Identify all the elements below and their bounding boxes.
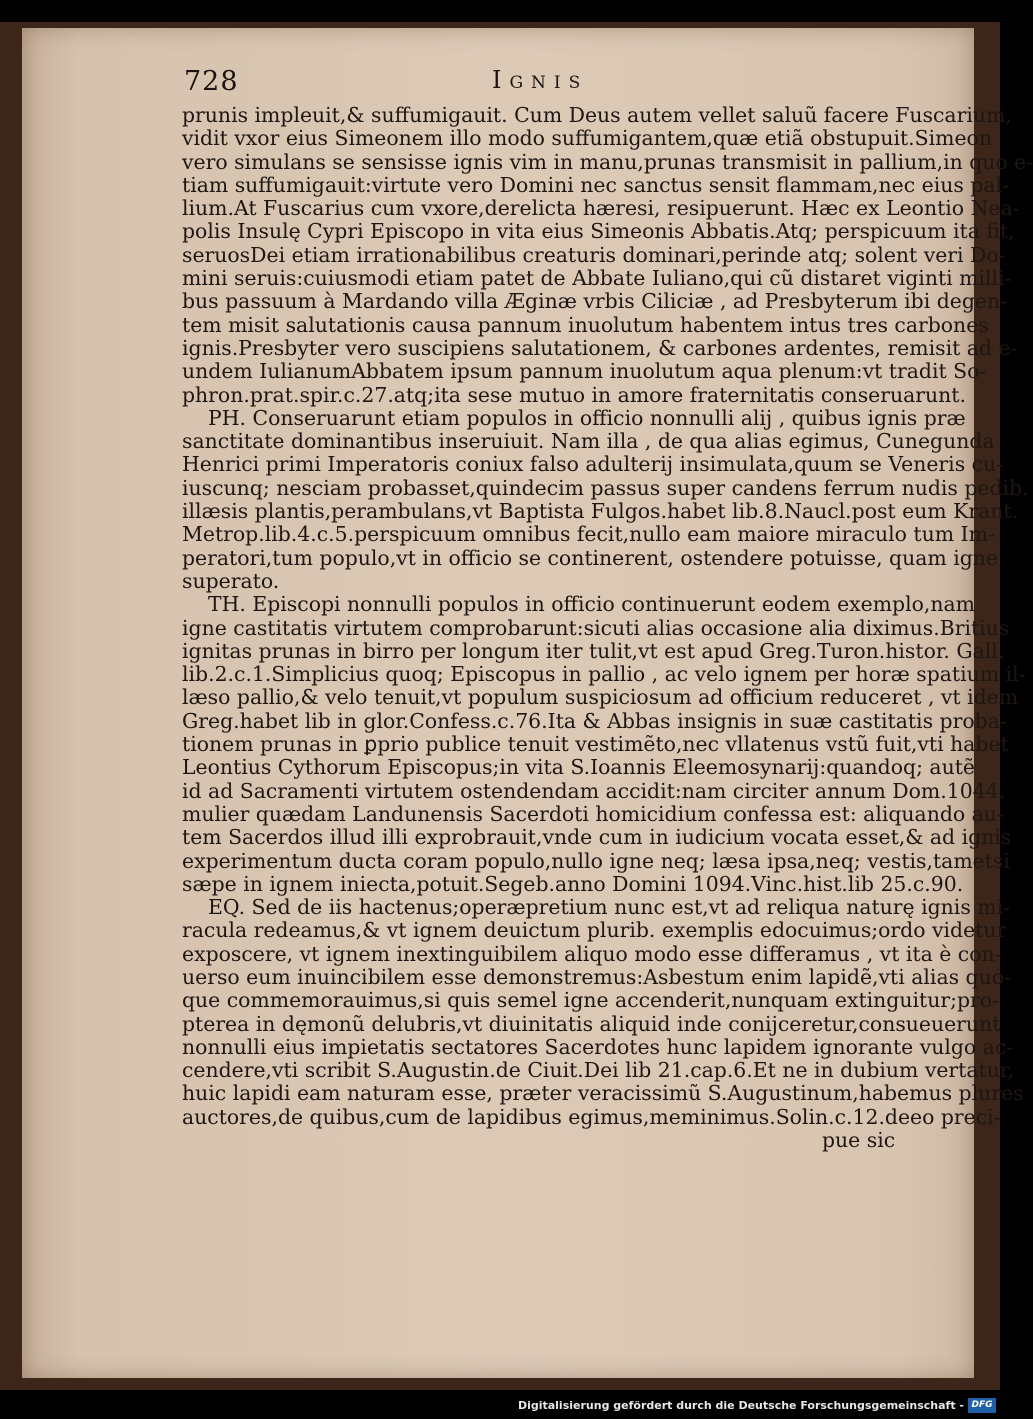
text-line: polis Insulę Cypri Episcopo in vita eius Simeonis Abbatis.Atq; perspicuum ita fit, — [182, 219, 1015, 244]
text-line: lium.At Fuscarius cum vxore,derelicta hæresi, resipuerunt. Hæc ex Leontio Nea- — [182, 196, 1020, 221]
text-line: undem IulianumAbbatem ipsum pannum inuolutum aqua plenum:vt tradit So- — [182, 359, 987, 384]
text-line: tem Sacerdos illud illi exprobrauit,vnde cum in iudicium vocata esset,& ad ignis — [182, 825, 1012, 850]
text-line: tem misit salutationis causa pannum inuolutum habentem intus tres carbones — [182, 312, 989, 337]
text-line: sæpe in ignem iniecta,potuit.Segeb.anno Domini 1094.Vinc.hist.lib 25.c.90. — [182, 871, 964, 896]
digitization-credit: Digitalisierung gefördert durch die Deutsche Forschungsgemeinschaft - — [517, 1399, 964, 1412]
text-line: huic lapidi eam naturam esse, præter veracissimũ S.Augustinum,habemus plures — [182, 1081, 1024, 1106]
text-line: tiam suffumigauit:virtute vero Domini nec sanctus sensit flammam,nec eius pal- — [182, 172, 1009, 197]
text-line: seruosDei etiam irrationabilibus creaturis dominari,perinde atq; solent veri Do- — [182, 242, 1006, 267]
running-head — [22, 66, 974, 106]
paragraph-start-line: TH. Episcopi nonnulli populos in officio continuerunt eodem exemplo,nam — [208, 592, 976, 617]
text-line: illæsis plantis,perambulans,vt Baptista Fulgos.habet lib.8.Naucl.post eum Krant. — [182, 499, 1019, 524]
text-line: auctores,de quibus,cum de lapidibus egimus,meminimus.Solin.c.12.deeo preci- — [182, 1104, 1001, 1129]
text-line: iuscunq; nesciam probasset,quindecim passus super candens ferrum nudis pedib. — [182, 475, 1029, 500]
text-line: tionem prunas in ꝑprio publice tenuit vestimẽto,nec vllatenus vstũ fuit,vti habet — [182, 732, 1009, 757]
dfg-logo: DFG — [968, 1398, 996, 1413]
text-line: que commemorauimus,si quis semel igne accenderit,nunquam extinguitur;pro- — [182, 988, 999, 1013]
text-line: Henrici primi Imperatoris coniux falso adulterij insimulata,quum se Veneris cu- — [182, 452, 1004, 477]
paragraph-start-line: PH. Conseruarunt etiam populos in officio nonnulli alij , quibus ignis præ — [208, 405, 966, 430]
text-line: experimentum ducta coram populo,nullo igne neq; læsa ipsa,neq; vestis,tametsi — [182, 848, 1010, 873]
text-line: ignis.Presbyter vero suscipiens salutationem, & carbones ardentes, remisit ad e- — [182, 335, 1018, 360]
body-text — [182, 103, 1033, 1153]
text-line: cendere,vti scribit S.Augustin.de Ciuit.Dei lib 21.cap.6.Et ne in dubium vertatur, — [182, 1058, 1014, 1083]
text-line: racula redeamus,& vt ignem deuictum plurib. exemplis edocuimus;ordo videtur — [182, 918, 1007, 943]
text-line: uerso eum inuincibilem esse demonstremus:Asbestum enim lapidẽ,vti alias quo- — [182, 964, 1011, 989]
text-line: igne castitatis virtutem comprobarunt:sicuti alias occasione alia diximus.Britius — [182, 615, 1010, 640]
text-line: peratori,tum populo,vt in officio se continerent, ostendere potuisse, quam igne — [182, 545, 998, 570]
text-line: Leontius Cythorum Episcopus;in vita S.Ioannis Eleemosynarij:quandoq; autẽ — [182, 755, 975, 780]
book-page — [22, 28, 1033, 1378]
paragraph-start-line: EQ. Sed de iis hactenus;operæpretium nunc est,vt ad reliqua naturę ignis mi- — [208, 895, 1011, 920]
text-line: nonnulli eius impietatis sectatores Sacerdotes hunc lapidem ignorante vulgo ac- — [182, 1034, 1014, 1059]
text-line: mini seruis:cuiusmodi etiam patet de Abbate Iuliano,qui cũ distaret viginti milli- — [182, 266, 1012, 291]
footer-bar — [0, 1396, 1000, 1419]
text-line: vidit vxor eius Simeonem illo modo suffumigantem,quæ etiã obstupuit.Simeon — [182, 126, 992, 151]
page-number: 728 — [184, 66, 239, 97]
text-line: bus passuum à Mardando villa Æginæ vrbis Ciliciæ , ad Presbyterum ibi degen- — [182, 289, 1007, 314]
text-line: id ad Sacramenti virtutem ostendendam accidit:nam circiter annum Dom.1044. — [182, 778, 1006, 803]
text-line: læso pallio,& velo tenuit,vt populum suspiciosum ad officium reduceret , vt idem — [182, 685, 1019, 710]
running-title: Ignis — [492, 66, 589, 94]
text-line: prunis impleuit,& suffumigauit. Cum Deus autem vellet saluũ facere Fuscarium, — [182, 103, 1012, 127]
text-line: ignitas prunas in birro per longum iter tulit,vt est apud Greg.Turon.histor. Gall. — [182, 638, 1005, 663]
text-line: lib.2.c.1.Simplicius quoq; Episcopus in pallio , ac velo ignem per horæ spatium il- — [182, 662, 1026, 687]
text-line: mulier quædam Landunensis Sacerdoti homicidium confessa est: aliquando au- — [182, 801, 1004, 826]
catchword: pue sic — [822, 1128, 896, 1153]
text-line: Greg.habet lib in glor.Confess.c.76.Ita & Abbas insignis in suæ castitatis proba- — [182, 708, 1007, 733]
text-line: phron.prat.spir.c.27.atq;ita sese mutuo in amore fraternitatis conseruarunt. — [182, 382, 966, 407]
text-line: exposcere, vt ignem inextinguibilem aliquo modo esse differamus , vt ita è con- — [182, 941, 1002, 966]
text-line: sanctitate dominantibus inseruiuit. Nam illa , de qua alias egimus, Cunegunda — [182, 429, 995, 454]
text-line: vero simulans se sensisse ignis vim in manu,prunas transmisit in pallium,in quo e- — [182, 149, 1033, 174]
text-line: pterea in dęmonũ delubris,vt diuinitatis aliquid inde conijceretur,consueuerunt — [182, 1011, 1001, 1036]
text-line: Metrop.lib.4.c.5.perspicuum omnibus fecit,nullo eam maiore miraculo tum Im- — [182, 522, 995, 547]
text-line: superato. — [182, 568, 280, 593]
